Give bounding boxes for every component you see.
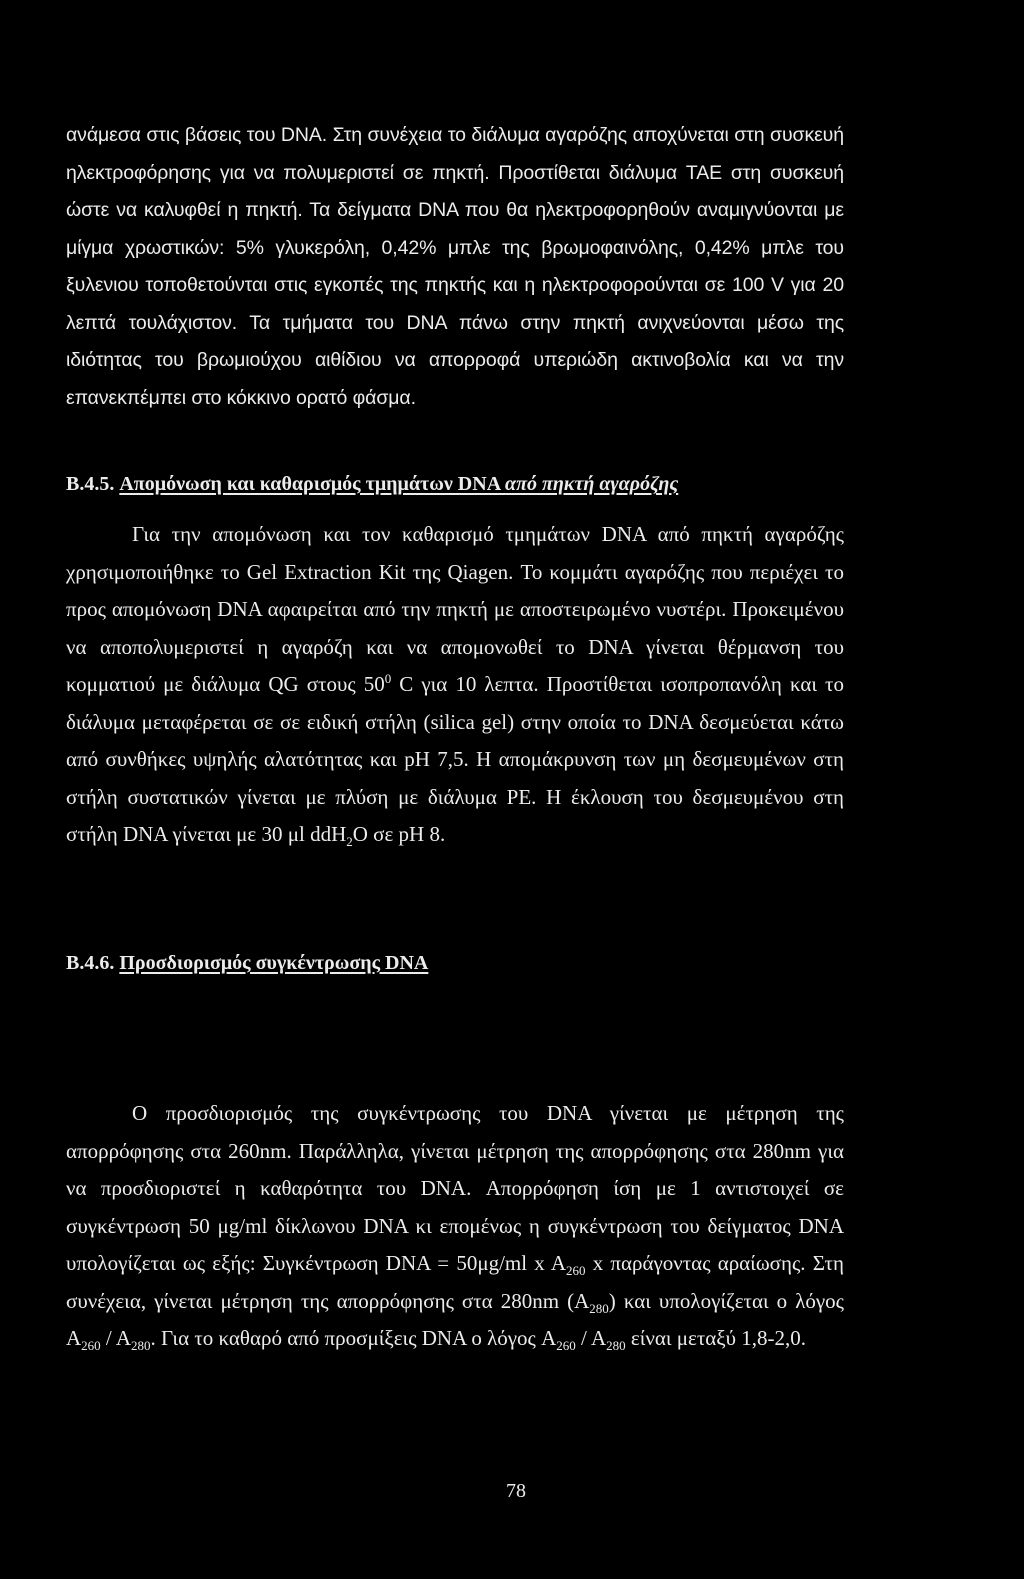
h2o-subscript: 2 [346,834,353,850]
section-number: B.4.5. [66,473,115,495]
a260-subscript: 260 [556,1338,576,1354]
a280-subscript: 280 [131,1338,151,1354]
paragraph-text: C για 10 λεπτα. Προστίθεται ισοπροπανόλη και το διάλυμα μεταφέρεται σε σε ειδική στήλη (silica gel) στην οποία το DNA δεσμεύεται κάτω από συνθήκες υψηλής αλατότητας και pH 7,5. Η απομάκρυνση των μη δεσμευμένων στη στήλη συστατικών γίνεται με πλύση με διάλυμα PE. Η έκλουση του δεσμευμένου στη στήλη DNA γίνεται με 30 μl ddH [66,672,844,846]
a280-subscript: 280 [589,1300,609,1316]
intro-text: ανάμεσα στις βάσεις του DNA. Στη συνέχεια το διάλυμα αγαρόζης αποχύνεται στη συσκευή ηλεκτροφόρησης για να πολυμεριστεί σε πηκτή. Προστίθεται διάλυμα TAE στη συσκευή ώστε να καλυφθεί η πηκτή. Τα δείγματα DNA που θα ηλεκτροφορηθούν αναμιγνύονται με μίγμα χρωστικών: 5% γλυκερόλη, 0,42% μπλε της βρωμοφαινόλης, 0,42% μπλε του ξυλενιου τοποθετούνται στις εγκοπές της πηκτής και η ηλεκτροφορούνται σε 100 V για 20 λεπτά τουλάχιστον. Τα τμήματα του DNA πάνω στην πηκτή ανιχνεύονται μέσω της ιδιότητας του βρωμιούχου αιθίδιου να απορροφά υπεριώδη ακτινοβολία και να την επανεκπέμπει στο κόκκινο ορατό φάσμα. [66,124,844,409]
section-title-plain: Απομόνωση και καθαρισμός τμημάτων DNA [119,473,506,495]
section-heading-b46 [66,952,428,975]
paragraph-text: x παράγοντας αραίωσης. Στη συνέχεια, γίνεται μέτρηση της απορρόφησης στα 280nm (A [66,1251,844,1313]
section-b45-paragraph [66,516,844,854]
section-title: Προσδιορισμός συγκέντρωσης DNA [119,952,429,974]
section-heading-b45 [66,473,678,496]
page-number: 78 [506,1480,526,1502]
paragraph-text: Για την απομόνωση και τον καθαρισμό τμημάτων DNA από πηκτή αγαρόζης χρησιμοποιήθηκε το Gel Extraction Kit της Qiagen. Το κομμάτι αγαρόζης που περιέχει το προς απομόνωση DNA αφαιρείται από την πηκτή με αποστειρωμένο νυστέρι. Προκειμένου να αποπολυμεριστεί η αγαρόζη και να απομονωθεί το DNA γίνεται θέρμανση του κομματιού με διάλυμα QG στους 50 [66,522,844,696]
paragraph-text: ) και υπολογίζεται ο λόγος A [66,1288,844,1350]
section-b46-paragraph [66,1095,844,1358]
section-title [119,473,678,495]
paragraph-text: είναι μεταξύ 1,8-2,0. [625,1326,807,1350]
degree-superscript: 0 [384,671,392,686]
paragraph-text: / A [575,1326,607,1350]
paragraph-text: . Για το καθαρό από προσμίξεις DNA ο λόγος A [150,1326,557,1350]
a280-subscript: 280 [606,1338,626,1354]
a260-subscript: 260 [566,1263,586,1279]
paragraph-text: O σε pH 8. [352,822,446,846]
paragraph-text: Ο προσδιορισμός της συγκέντρωσης του DNA γίνεται με μέτρηση της απορρόφησης στα 260nm. Παράλληλα, γίνεται μέτρηση της απορρόφησης στα 280nm για να προσδιοριστεί η καθαρότητα του DNA. Απορρόφηση ίση με 1 αντιστοιχεί σε συγκέντρωση 50 μg/ml δίκλωνου DNA κι επομένως η συγκέντρωση του δείγματος DNA υπολογίζεται ως εξής: Συγκέντρωση DNA = 50μg/ml x A [66,1101,844,1275]
section-title-italic: από πηκτή αγαρόζης [505,473,679,495]
section-number: B.4.6. [66,952,115,974]
intro-paragraph [66,117,844,417]
paragraph-text: / A [100,1326,132,1350]
a260-subscript: 260 [81,1338,101,1354]
